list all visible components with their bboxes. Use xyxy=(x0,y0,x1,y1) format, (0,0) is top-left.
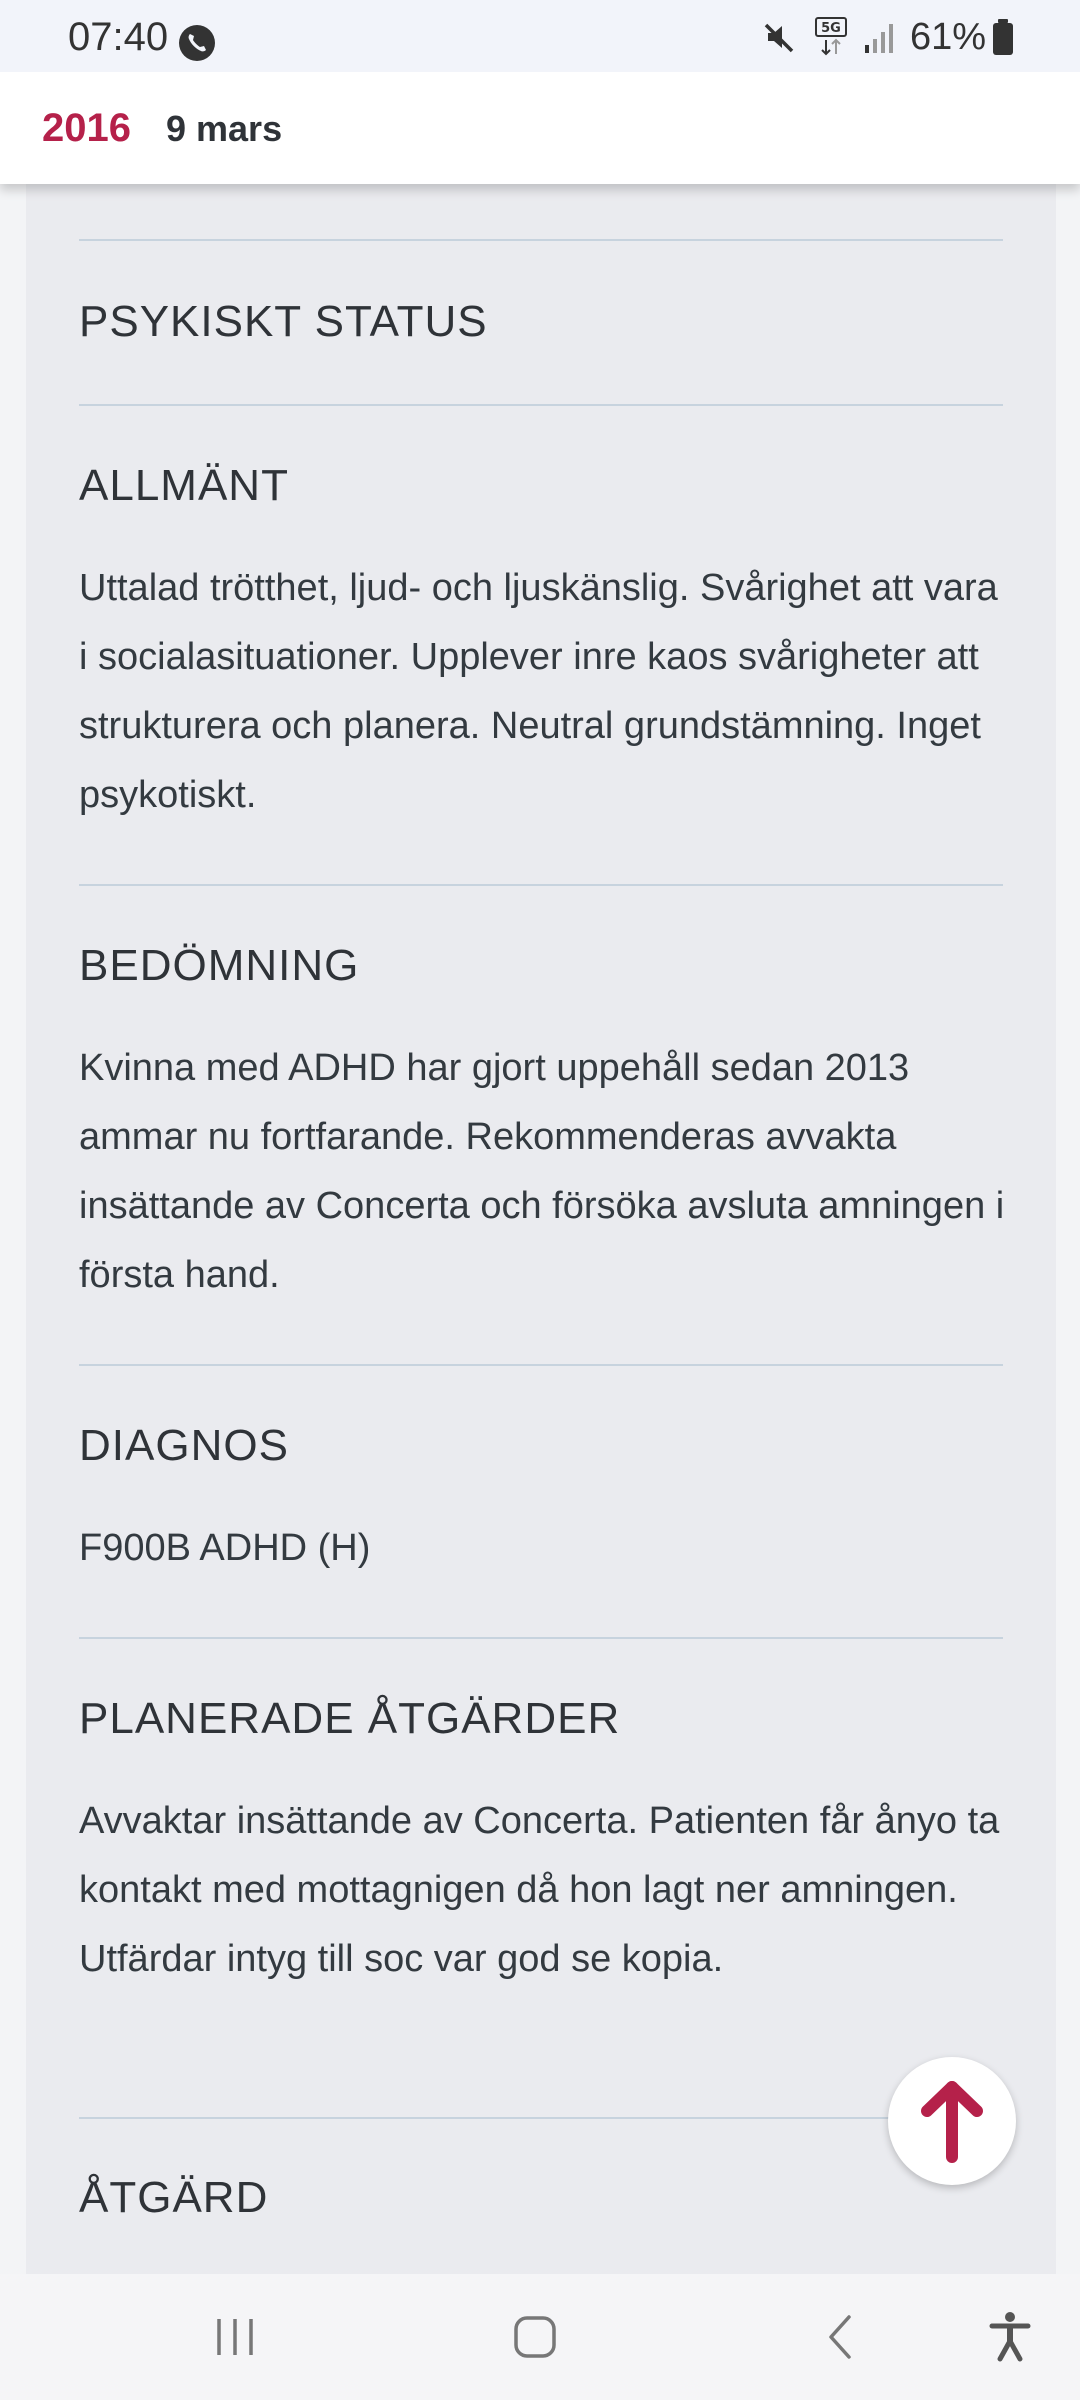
system-navigation-bar xyxy=(0,2274,1080,2400)
scroll-to-top-button[interactable] xyxy=(888,2057,1016,2185)
signal-icon xyxy=(862,19,898,55)
accessibility-icon xyxy=(988,2311,1032,2363)
section-text-bedomning: Kvinna med ADHD har gjort uppehåll sedan 2013 ammar nu fortfarande. Rekommenderas avvakta insättande av Concerta och försöka avsluta amningen i första hand. xyxy=(79,1047,1005,1296)
accessibility-button[interactable] xyxy=(955,2274,1065,2400)
battery-percent: 61% xyxy=(909,15,986,58)
5g-icon xyxy=(810,16,854,58)
status-time: 07:40 xyxy=(68,15,169,59)
section-heading-bedomning: BEDÖMNING xyxy=(79,941,360,990)
divider xyxy=(79,2117,1003,2119)
header-year: 2016 xyxy=(42,106,131,150)
back-icon xyxy=(823,2313,857,2361)
network-label: 5G xyxy=(821,21,841,36)
section-heading-atgard: ÅTGÄRD xyxy=(79,2173,269,2222)
back-button[interactable] xyxy=(785,2274,895,2400)
section-text-allmant: Uttalad trötthet, ljud- och ljuskänslig. Svårighet att vara i socialasituationer. Upplever inre kaos svårigheter att strukturera och planera. Neutral grundstämning. Inget psykotiskt. xyxy=(79,567,998,816)
recent-apps-icon xyxy=(213,2315,257,2359)
section-heading-diagnos: DIAGNOS xyxy=(79,1421,289,1470)
divider xyxy=(79,1364,1003,1366)
section-heading-psykiskt-status: PSYKISKT STATUS xyxy=(79,297,488,346)
call-icon xyxy=(178,24,216,62)
section-heading-allmant: ALLMÄNT xyxy=(79,461,289,510)
home-button[interactable] xyxy=(480,2274,590,2400)
battery-icon xyxy=(992,18,1014,56)
divider xyxy=(79,884,1003,886)
status-icons xyxy=(760,14,1014,60)
divider xyxy=(79,239,1003,241)
section-text-planerade-atgarder: Avvaktar insättande av Concerta. Patienten får ånyo ta kontakt med mottagnigen då hon lagt ner amningen. Utfärdar intyg till soc var god se kopia. xyxy=(79,1800,1000,1980)
mute-icon xyxy=(760,17,800,57)
arrow-up-icon xyxy=(917,2079,987,2163)
section-text-diagnos: F900B ADHD (H) xyxy=(79,1527,371,1569)
status-bar xyxy=(0,0,1080,72)
date-header xyxy=(0,72,1080,184)
divider xyxy=(79,1637,1003,1639)
recent-apps-button[interactable] xyxy=(180,2274,290,2400)
section-heading-planerade-atgarder: PLANERADE ÅTGÄRDER xyxy=(79,1694,621,1743)
header-date: 9 mars xyxy=(166,108,283,149)
divider xyxy=(79,404,1003,406)
home-icon xyxy=(512,2314,558,2360)
journal-entry-card xyxy=(26,184,1056,2274)
